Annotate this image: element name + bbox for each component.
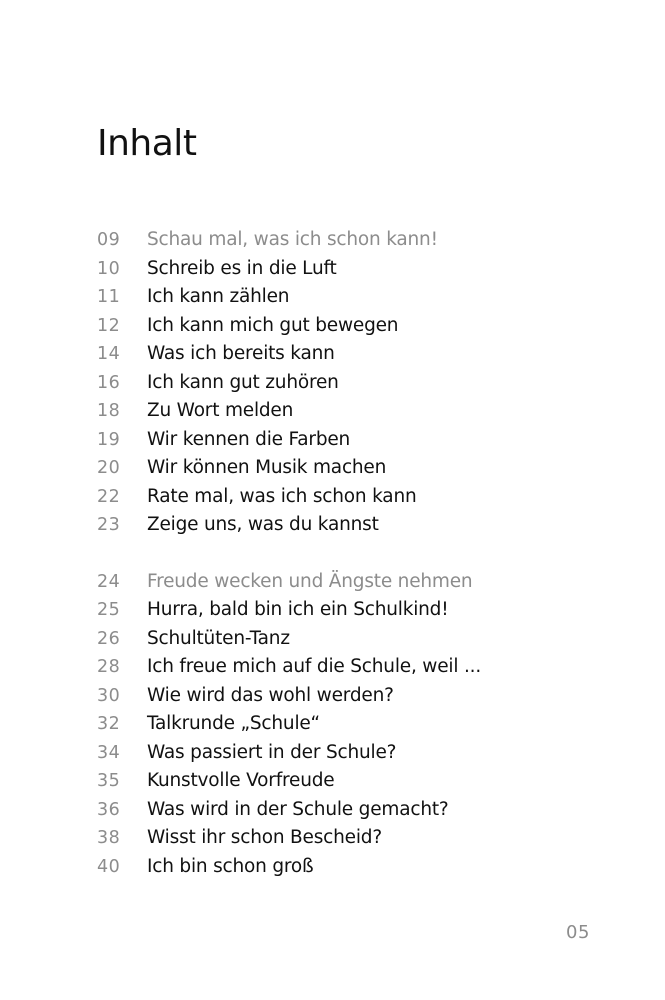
toc-entry[interactable] bbox=[97, 853, 617, 882]
toc-entry[interactable] bbox=[97, 312, 617, 341]
toc-entry[interactable] bbox=[97, 596, 617, 625]
toc-entry[interactable] bbox=[97, 682, 617, 711]
toc-page-number: 09 bbox=[97, 230, 121, 250]
toc-label: Was wird in der Schule gemacht? bbox=[147, 798, 449, 820]
toc-label: Wir können Musik machen bbox=[147, 457, 387, 478]
toc-entry[interactable] bbox=[97, 767, 617, 796]
toc-label: Wir kennen die Farben bbox=[147, 428, 351, 450]
toc-page-number: 25 bbox=[97, 600, 121, 620]
toc-page-number: 11 bbox=[97, 287, 121, 307]
toc-page-number: 16 bbox=[97, 372, 121, 393]
toc-label: Zu Wort melden bbox=[147, 400, 294, 421]
toc-label: Zeige uns, was du kannst bbox=[147, 514, 379, 535]
toc-section-2 bbox=[97, 568, 617, 882]
toc-label: Ich kann gut zuhören bbox=[147, 371, 339, 393]
toc-entry[interactable] bbox=[97, 653, 617, 682]
toc-label: Talkrunde „Schule“ bbox=[147, 713, 320, 734]
toc-page-number: 23 bbox=[97, 515, 121, 535]
toc-entry[interactable] bbox=[97, 824, 617, 853]
toc-entry[interactable] bbox=[97, 710, 617, 739]
toc-entry[interactable] bbox=[97, 397, 617, 426]
toc-page-number: 36 bbox=[97, 799, 121, 820]
toc-page-number: 32 bbox=[97, 714, 121, 734]
toc-page-number: 19 bbox=[97, 429, 121, 450]
toc-label: Freude wecken und Ängste nehmen bbox=[147, 570, 473, 592]
toc-label: Wisst ihr schon Bescheid? bbox=[147, 827, 382, 848]
toc-page-number: 20 bbox=[97, 458, 121, 478]
toc-page-number: 10 bbox=[97, 258, 121, 279]
toc-page-number: 38 bbox=[97, 828, 121, 848]
toc-entry[interactable] bbox=[97, 454, 617, 483]
toc-page-number: 26 bbox=[97, 628, 121, 649]
toc-page-number: 18 bbox=[97, 401, 121, 421]
toc-label: Ich bin schon groß bbox=[147, 855, 314, 877]
toc-page-number: 35 bbox=[97, 771, 121, 791]
toc-page-number: 30 bbox=[97, 685, 121, 706]
toc-section-heading[interactable] bbox=[97, 226, 617, 255]
toc-entry[interactable] bbox=[97, 796, 617, 825]
toc-page-number: 22 bbox=[97, 486, 121, 507]
toc-page-number: 14 bbox=[97, 344, 121, 364]
toc-entry[interactable] bbox=[97, 483, 617, 512]
toc-entry[interactable] bbox=[97, 739, 617, 768]
page-number: 05 bbox=[566, 922, 590, 943]
toc-label: Ich kann mich gut bewegen bbox=[147, 314, 399, 336]
toc-page-number: 28 bbox=[97, 657, 121, 677]
toc-label: Was ich bereits kann bbox=[147, 343, 335, 364]
toc-entry[interactable] bbox=[97, 511, 617, 540]
toc-page-number: 24 bbox=[97, 571, 121, 592]
toc-label: Wie wird das wohl werden? bbox=[147, 684, 394, 706]
toc-entry[interactable] bbox=[97, 625, 617, 654]
toc-label: Schau mal, was ich schon kann! bbox=[147, 229, 438, 250]
toc-label: Kunstvolle Vorfreude bbox=[147, 770, 335, 791]
toc-label: Hurra, bald bin ich ein Schulkind! bbox=[147, 599, 449, 620]
toc-label: Schreib es in die Luft bbox=[147, 257, 337, 279]
page-title: Inhalt bbox=[97, 123, 197, 164]
toc-entry[interactable] bbox=[97, 255, 617, 284]
toc-label: Rate mal, was ich schon kann bbox=[147, 485, 417, 507]
toc-page-number: 40 bbox=[97, 856, 121, 877]
toc-entry[interactable] bbox=[97, 426, 617, 455]
toc-entry[interactable] bbox=[97, 369, 617, 398]
toc-section-1 bbox=[97, 226, 617, 540]
table-of-contents bbox=[97, 226, 617, 881]
toc-entry[interactable] bbox=[97, 340, 617, 369]
toc-page-number: 12 bbox=[97, 315, 121, 336]
toc-label: Ich kann zählen bbox=[147, 286, 290, 307]
toc-page-number: 34 bbox=[97, 742, 121, 763]
toc-entry[interactable] bbox=[97, 283, 617, 312]
toc-label: Schultüten-Tanz bbox=[147, 627, 290, 649]
toc-section-heading[interactable] bbox=[97, 568, 617, 597]
toc-label: Was passiert in der Schule? bbox=[147, 741, 397, 763]
toc-label: Ich freue mich auf die Schule, weil ... bbox=[147, 656, 482, 677]
